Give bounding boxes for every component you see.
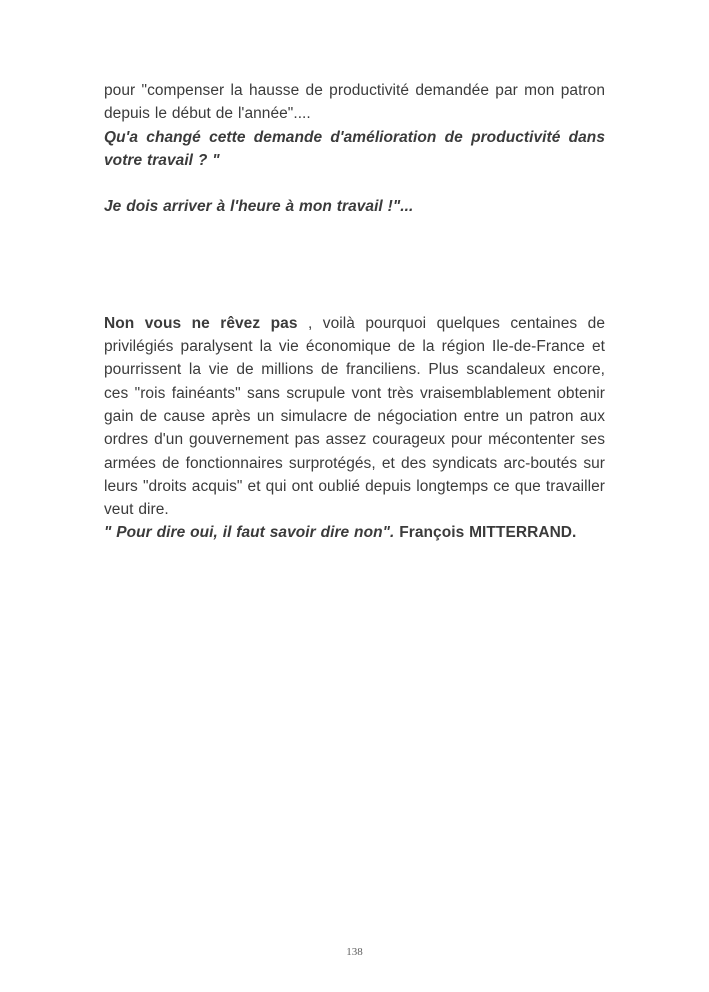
paragraph-intro — [104, 79, 605, 126]
citation-quote-text: " Pour dire oui, il faut savoir dire non". — [104, 524, 395, 542]
paragraph-answer — [104, 195, 605, 218]
paragraph-main — [104, 312, 605, 522]
paragraph-answer-text: Je dois arriver à l'heure à mon travail !"... — [104, 198, 414, 216]
text-content — [104, 79, 605, 545]
paragraph-question — [104, 126, 605, 173]
citation-author-text: François MITTERRAND. — [394, 524, 577, 542]
paragraph-citation — [104, 521, 605, 544]
paragraph-intro-text: pour "compenser la hausse de productivité demandée par mon patron depuis le début de l'année".... — [104, 82, 605, 123]
page-number: 138 — [346, 946, 363, 958]
paragraph-main-body: , voilà pourquoi quelques centaines de privilégiés paralysent la vie économique de la région Ile-de-France et pourrissent la vie de millions de franciliens. Plus scandaleux encore, ces "rois fainéants" sans scrupule vont très vraisemblablement obtenir gain de cause après un simulacre de négociation entre un patron aux ordres d'un gouvernement pas assez courageux pour mécontenter ses armées de fonctionnaires surprotégés, et des syndicats arc-boutés sur leurs "droits acquis" et qui ont oublié depuis longtemps ce que travailler veut dire. — [104, 314, 605, 519]
page-footer — [0, 942, 709, 960]
paragraph-main-lead: Non vous ne rêvez pas — [104, 314, 298, 332]
paragraph-question-text: Qu'a changé cette demande d'amélioration de productivité dans votre travail ? " — [104, 128, 605, 169]
